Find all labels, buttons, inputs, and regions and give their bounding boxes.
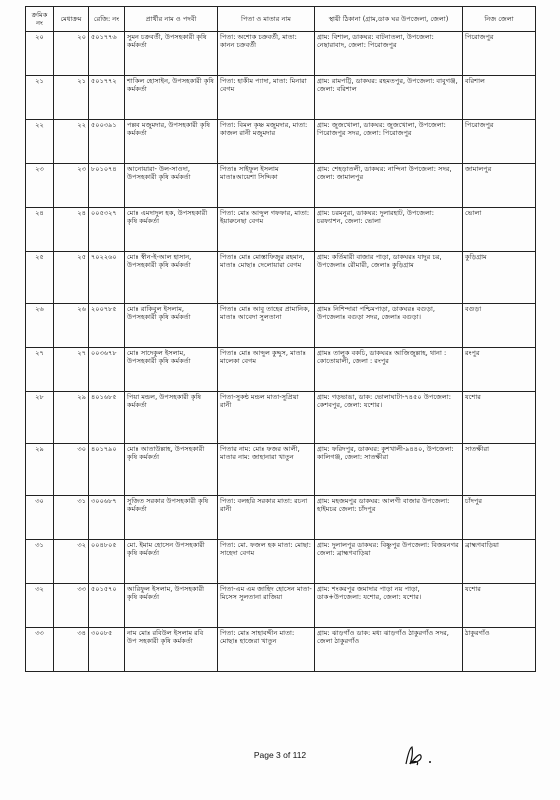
serial-cell: ২০ (26, 32, 54, 76)
header-serial: ক্রমিক নং (26, 7, 54, 32)
name-cell: পল্লব মজুমদার, উপসহকারী কৃষি কর্মকর্তা (125, 120, 218, 164)
parents-cell: পিতা: মোঃ আব্দুল গফফার, মাতা: ইয়ারুনেছা বেগম (218, 208, 315, 252)
table-body (26, 32, 536, 672)
name-cell: আরিফুল ইসলাম, উপসহকারী কৃষি কর্মকর্তা (125, 584, 218, 628)
table-row (26, 208, 536, 252)
table-row (26, 540, 536, 584)
district-cell: ভোলা (463, 208, 536, 252)
district-cell: যশোর (463, 392, 536, 444)
serial-cell: ৩১ (26, 540, 54, 584)
merit-cell: ৩৩ (54, 584, 89, 628)
table-row (26, 164, 536, 208)
district-cell: জামালপুর (463, 164, 536, 208)
merit-cell: ৩২ (54, 540, 89, 584)
serial-cell: ৩৩ (26, 628, 54, 672)
address-cell: গ্রাম: শেহড়াতলী, ডাকঘর: নান্দিনা উপজেলা: সদর, জেলা: জামালপুর (315, 164, 463, 208)
address-cell: গ্রাম: দুলালপুর ডাকঘর: বিষ্ণুপুর উপজেলা: বিজয়নগর জেলা: ব্রাহ্মণবাড়িয়া (315, 540, 463, 584)
address-cell: গ্রামঃ তালুক বকচি, ডাকঘরঃ আজিজুল্লাহ, থানা : কোতোয়ালী, জেলা : রংপুর (315, 348, 463, 392)
address-cell: গ্রাম: বিশাল, ডাকঘর: বাটনাতলা, উপজেলা: নেছারাবাদ, জেলা: পিরোজপুর (315, 32, 463, 76)
merit-cell: ৩০ (54, 444, 89, 496)
parents-cell: পিতা: অশোক চক্রবর্তী, মাতা: কানন চক্রবর্তী (218, 32, 315, 76)
reg-no-cell: ৮০১০৭৪ (89, 164, 125, 208)
district-cell: ঠাকুরগাঁও (463, 628, 536, 672)
serial-cell: ২৭ (26, 348, 54, 392)
header-permanent-address: স্থায়ী ঠিকানা (গ্রাম,ডাক ঘর উপজেলা, জেলা) (315, 7, 463, 32)
reg-no-cell: ৭০২২৬০ (89, 252, 125, 304)
serial-cell: ২৫ (26, 252, 54, 304)
reg-no-cell: ৪০১৬৮৫ (89, 392, 125, 444)
name-cell: আনোয়ারা- উল-সাওদা, উপসহকারী কৃষি কর্মকর্তা (125, 164, 218, 208)
address-cell: গ্রাম: ঝাড়গাঁও ডাক: মধ্য ঝাড়গাঁও ঠাকুরগাঁও সদর, জেলা ঠাকুরগাঁও (315, 628, 463, 672)
address-cell: গ্রাম: কর্তিমারী বাজার পাড়া, ডাকঘরঃ যাদুর চর, উপজেলাঃ রৌমারী, জেলাঃ কুড়িগ্রাম (315, 252, 463, 304)
name-cell: সুমন চক্রবর্তী, উপসহকারী কৃষি কর্মকর্তা (125, 32, 218, 76)
district-cell: ব্রাহ্মণবাড়িয়া (463, 540, 536, 584)
address-cell: গ্রাম: চরমনুরা, ডাকঘর: দুলারহাট, উপজেলা: চরফ্যাশন, জেলা: ভোলা (315, 208, 463, 252)
reg-no-cell: ৩০০৮৫ (89, 628, 125, 672)
district-cell: চাঁদপুর (463, 496, 536, 540)
address-cell: গ্রাম: গড়ভাঙা, ডাক: ভোলাঘাটা-৭৪৫০ উপজেলা: কেশবপুর, জেলা: যশোর। (315, 392, 463, 444)
serial-cell: ২১ (26, 76, 54, 120)
reg-no-cell: ৩০০৬৮৭ (89, 496, 125, 540)
name-cell: নাম মোঃ রবিউল ইসলাম রবি উপ সহকারী কৃষি কর্মকর্তা (125, 628, 218, 672)
serial-cell: ২২ (26, 120, 54, 164)
address-cell: গ্রাম: মহজমপুর ডাকঘর: আলগী বাজার উপজেলা: হাইমচর জেলা: চাঁদপুর (315, 496, 463, 540)
district-cell: পিরোজপুর (463, 120, 536, 164)
address-cell: গ্রাম: ফরিদপুর, ডাকঘর: কুশখালী-৯৪৪০, উপজেলা: কালিগঞ্জ, জেলা: সাতক্ষীরা (315, 444, 463, 496)
district-cell: যশোর (463, 584, 536, 628)
merit-cell: ৩১ (54, 496, 89, 540)
serial-cell: ২৬ (26, 304, 54, 348)
parents-cell: পিতা: বলহরি সরকার মাতা: রচনা রানী (218, 496, 315, 540)
table-row (26, 584, 536, 628)
name-cell: মোঃ সাদেকুল ইসলাম, উপসহকারী কৃষি কর্মকর্তা (125, 348, 218, 392)
merit-cell: ২৬ (54, 304, 89, 348)
header-parents: পিতা ও মাতার নাম (218, 7, 315, 32)
reg-no-cell: ৫০০৩৯১ (89, 120, 125, 164)
merit-cell: ২৭ (54, 348, 89, 392)
merit-cell: ২৩ (54, 164, 89, 208)
district-cell: রংপুর (463, 348, 536, 392)
district-cell: পিরোজপুর (463, 32, 536, 76)
parents-cell: পিতাঃ মোঃ আবু তাহের প্রামানিক, মাতাঃ আবেদা সুলতানা (218, 304, 315, 348)
table-row (26, 392, 536, 444)
name-cell: মোঃ রাকিবুল ইসলাম, উপসহকারী কৃষি কর্মকর্তা (125, 304, 218, 348)
table-row (26, 120, 536, 164)
parents-cell: পিতার নাম: মোঃ ফজর আলী, মাতার নাম: জাহানারা খাতুন (218, 444, 315, 496)
name-cell: সুজিত সরকার উপসহকারী কৃষি কর্মকর্তা (125, 496, 218, 540)
parents-cell: পিতাঃ মোঃ মোস্তাফিজুর রহমান, মাতাঃ মোছাঃ দেলোয়ারা বেগম (218, 252, 315, 304)
address-cell: গ্রাম: শংকরপুর জমাদার পাড়া নয় পাড়া, ডাক+উপজেলা: যশোর, জেলা: যশোর। (315, 584, 463, 628)
header-merit: মেধাক্রম (54, 7, 89, 32)
name-cell: শাকিল হোসাইন, উপসহকারী কৃষি কর্মকর্তা (125, 76, 218, 120)
district-cell: বরিশাল (463, 76, 536, 120)
serial-cell: ৩০ (26, 496, 54, 540)
candidate-table (25, 6, 536, 672)
parents-cell: পিতা: হাকীম প্যাদা, মাতা: মিনারা বেগম (218, 76, 315, 120)
district-cell: কুড়িগ্রাম (463, 252, 536, 304)
reg-no-cell: ৫০১৫৭০ (89, 584, 125, 628)
reg-no-cell: ৪০১৭৯০ (89, 444, 125, 496)
address-cell: গ্রাম: রামপট্টি, ডাকঘর: রহমতপুর, উপজেলা: বাবুগঞ্জ, জেলা: বরিশাল (315, 76, 463, 120)
name-cell: মোঃ আতাউল্লাহ, উপসহকারী কৃষি কর্মকর্তা (125, 444, 218, 496)
parents-cell: পিতা-সুকন্ঠ মন্ডল মাতা-সুপ্রিয়া রানী (218, 392, 315, 444)
reg-no-cell: ২০০৭৮৫ (89, 304, 125, 348)
table-row (26, 444, 536, 496)
parents-cell: পিতা: বিমল কৃষ্ণ মজুমদার, মাতা: কাজল রানী মজুমদার (218, 120, 315, 164)
address-cell: গ্রাম: জুজখোলা, ডাকঘর: জুজখোলা, উপজেলা: পিরোজপুর সদর, জেলা: পিরোজপুর (315, 120, 463, 164)
table-row (26, 76, 536, 120)
merit-cell: ২৪ (54, 208, 89, 252)
merit-cell: ২৯ (54, 392, 89, 444)
header-home-district: নিজ জেলা (463, 7, 536, 32)
merit-cell: ২২ (54, 120, 89, 164)
merit-cell: ২৫ (54, 252, 89, 304)
parents-cell: পিতাঃ সাইফুল ইসলাম মাতাঃআয়েশা সিদ্দিকা (218, 164, 315, 208)
reg-no-cell: ০০৩৬৭৮ (89, 348, 125, 392)
header-name-designation: প্রার্থীর নাম ও পদবী (125, 7, 218, 32)
merit-cell: ৩৪ (54, 628, 89, 672)
parents-cell: পিতা: মো. ফজল হক মাতা: মোছা: সাহেদা বেগম (218, 540, 315, 584)
name-cell: মোঃ এমদাদুল হক, উপসহকারী কৃষি কর্মকর্তা (125, 208, 218, 252)
name-cell: মো. ইমাম হোসেন উপসহকারী কৃষি কর্মকর্তা (125, 540, 218, 584)
parents-cell: পিতা: মোঃ সাহাবদ্দীন মাতা: মোছাঃ হাজেরা খাতুন (218, 628, 315, 672)
address-cell: গ্রামঃ নিশিন্দারা পশ্চিমপাড়া, ডাকঘরঃ বগুড়া, উপজেলাঃ বগুড়া সদর, জেলাঃ বগুড়া। (315, 304, 463, 348)
name-cell: পিয়া মন্ডল, উপসহকারী কৃষি কর্মকর্তা (125, 392, 218, 444)
page-number: Page 3 of 112 (253, 750, 307, 760)
table-row (26, 348, 536, 392)
table-row (26, 628, 536, 672)
table-header (26, 7, 536, 32)
reg-no-cell: ৫০১৭৭৬ (89, 32, 125, 76)
reg-no-cell: ৫০১৭৭২ (89, 76, 125, 120)
table-row (26, 304, 536, 348)
parents-cell: পিতাঃ মোঃ আব্দুল কুদ্দুস, মাতাঃ মালেকা বেগম (218, 348, 315, 392)
table-row (26, 252, 536, 304)
table-row (26, 496, 536, 540)
reg-no-cell: ০০৪৮০৫ (89, 540, 125, 584)
table-row (26, 32, 536, 76)
district-cell: বগুড়া (463, 304, 536, 348)
header-reg-no: রেজি: নং (89, 7, 125, 32)
name-cell: মোঃ স্বীন-ই-আল হাসান, উপসহকারী কৃষি কর্মকর্তা (125, 252, 218, 304)
reg-no-cell: ০০৫৩২৭ (89, 208, 125, 252)
serial-cell: ৩২ (26, 584, 54, 628)
serial-cell: ২৩ (26, 164, 54, 208)
merit-cell: ২০ (54, 32, 89, 76)
serial-cell: ২৪ (26, 208, 54, 252)
parents-cell: পিতা-এম এম জাহিদ হোসেন মাতা-মিসেস সুলতানা রাজিয়া (218, 584, 315, 628)
serial-cell: ২৯ (26, 444, 54, 496)
serial-cell: ২৮ (26, 392, 54, 444)
district-cell: সাতক্ষীরা (463, 444, 536, 496)
merit-cell: ২১ (54, 76, 89, 120)
